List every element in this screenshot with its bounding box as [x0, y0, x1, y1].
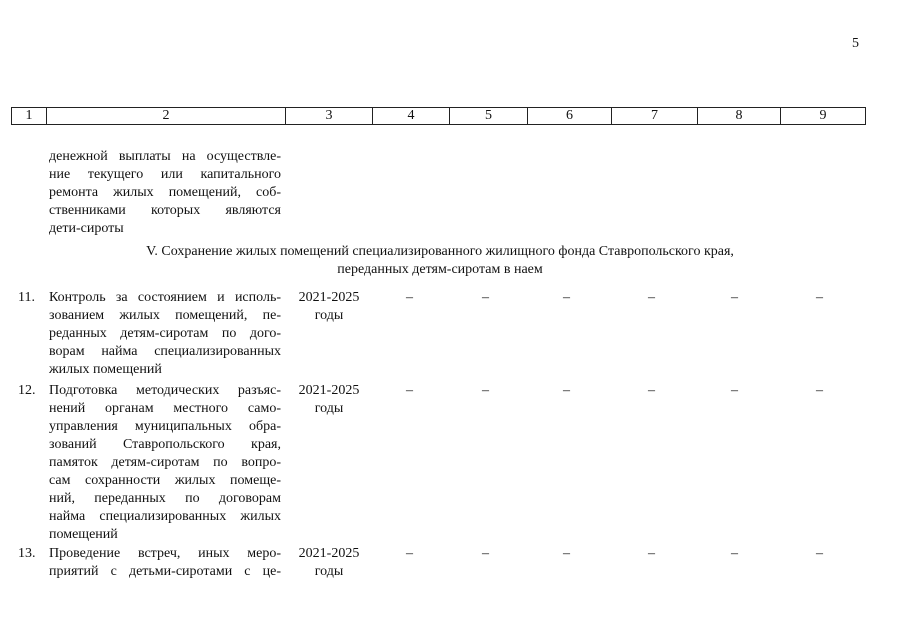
text-line: Подготовка методических разъяс-: [49, 383, 281, 398]
row-12-col-5: –: [482, 383, 489, 398]
text-line: зований Ставропольского края,: [49, 437, 281, 452]
column-header-4: 4: [373, 108, 450, 125]
row-12-col-8: –: [731, 383, 738, 398]
text-line: приятий с детьми-сиротами с це-: [49, 564, 281, 579]
row-11-period: [290, 289, 368, 325]
row-12-col-4: –: [406, 383, 413, 398]
row-13-number: 13.: [18, 546, 36, 561]
row-12-number: 12.: [18, 383, 36, 398]
row-11-number: 11.: [18, 290, 35, 305]
period-unit: годы: [314, 564, 344, 579]
text-line: ний, переданных по договорам: [49, 491, 281, 506]
row-12-col-6: –: [563, 383, 570, 398]
column-header-5: 5: [450, 108, 528, 125]
row-11-col-4: –: [406, 290, 413, 305]
text-line: сам сохранности жилых помеще-: [49, 473, 281, 488]
row-12-col-7: –: [648, 383, 655, 398]
section-heading-line-1: V. Сохранение жилых помещений специализированного жилищного фонда Ставропольского края,: [146, 244, 734, 259]
column-header-table: [11, 107, 866, 125]
column-header-2: 2: [47, 108, 286, 125]
text-line: ственниками которых являются: [49, 203, 281, 218]
row-13-col-8: –: [731, 546, 738, 561]
text-line: зованием жилых помещений, пе-: [49, 308, 281, 323]
column-header-7: 7: [612, 108, 698, 125]
row-11-col-7: –: [648, 290, 655, 305]
row-12-col-9: –: [816, 383, 823, 398]
text-line: памяток детям-сиротам по вопро-: [49, 455, 281, 470]
text-line: найма специализированных жилых: [49, 509, 281, 524]
page-number: 5: [852, 36, 859, 51]
row-13-period: [290, 545, 368, 581]
column-header-8: 8: [698, 108, 781, 125]
row-11-col-6: –: [563, 290, 570, 305]
text-line: денежной выплаты на осуществле-: [49, 149, 281, 164]
period-unit: годы: [314, 308, 344, 323]
column-header-6: 6: [528, 108, 612, 125]
column-header-9: 9: [781, 108, 866, 125]
text-line: ворам найма специализированных: [49, 344, 281, 359]
column-header-1: 1: [12, 108, 47, 125]
row-12-period: [290, 382, 368, 418]
text-line: реданных детям-сиротам по дого-: [49, 326, 281, 341]
text-line: Контроль за состоянием и исполь-: [49, 290, 281, 305]
row-11-col-9: –: [816, 290, 823, 305]
period-years: 2021-2025: [298, 383, 360, 398]
column-header-3: 3: [286, 108, 373, 125]
text-line: Проведение встреч, иных меро-: [49, 546, 281, 561]
text-line: помещений: [49, 527, 118, 542]
row-13-description: [49, 545, 281, 581]
row-11-description: [49, 289, 281, 379]
row-12-description: [49, 382, 281, 544]
continuation-text: [49, 148, 281, 238]
text-line: жилых помещений: [49, 362, 162, 377]
row-13-col-9: –: [816, 546, 823, 561]
period-years: 2021-2025: [298, 546, 360, 561]
row-13-col-6: –: [563, 546, 570, 561]
section-heading: [60, 243, 820, 279]
period-years: 2021-2025: [298, 290, 360, 305]
period-unit: годы: [314, 401, 344, 416]
row-13-col-4: –: [406, 546, 413, 561]
row-11-col-8: –: [731, 290, 738, 305]
text-line: дети-сироты: [49, 221, 124, 236]
section-heading-line-2: переданных детям-сиротам в наем: [337, 262, 543, 277]
row-11-col-5: –: [482, 290, 489, 305]
row-13-col-7: –: [648, 546, 655, 561]
text-line: ремонта жилых помещений, соб-: [49, 185, 281, 200]
text-line: нений органам местного само-: [49, 401, 281, 416]
text-line: ние текущего или капитального: [49, 167, 281, 182]
text-line: управления муниципальных обра-: [49, 419, 281, 434]
row-13-col-5: –: [482, 546, 489, 561]
